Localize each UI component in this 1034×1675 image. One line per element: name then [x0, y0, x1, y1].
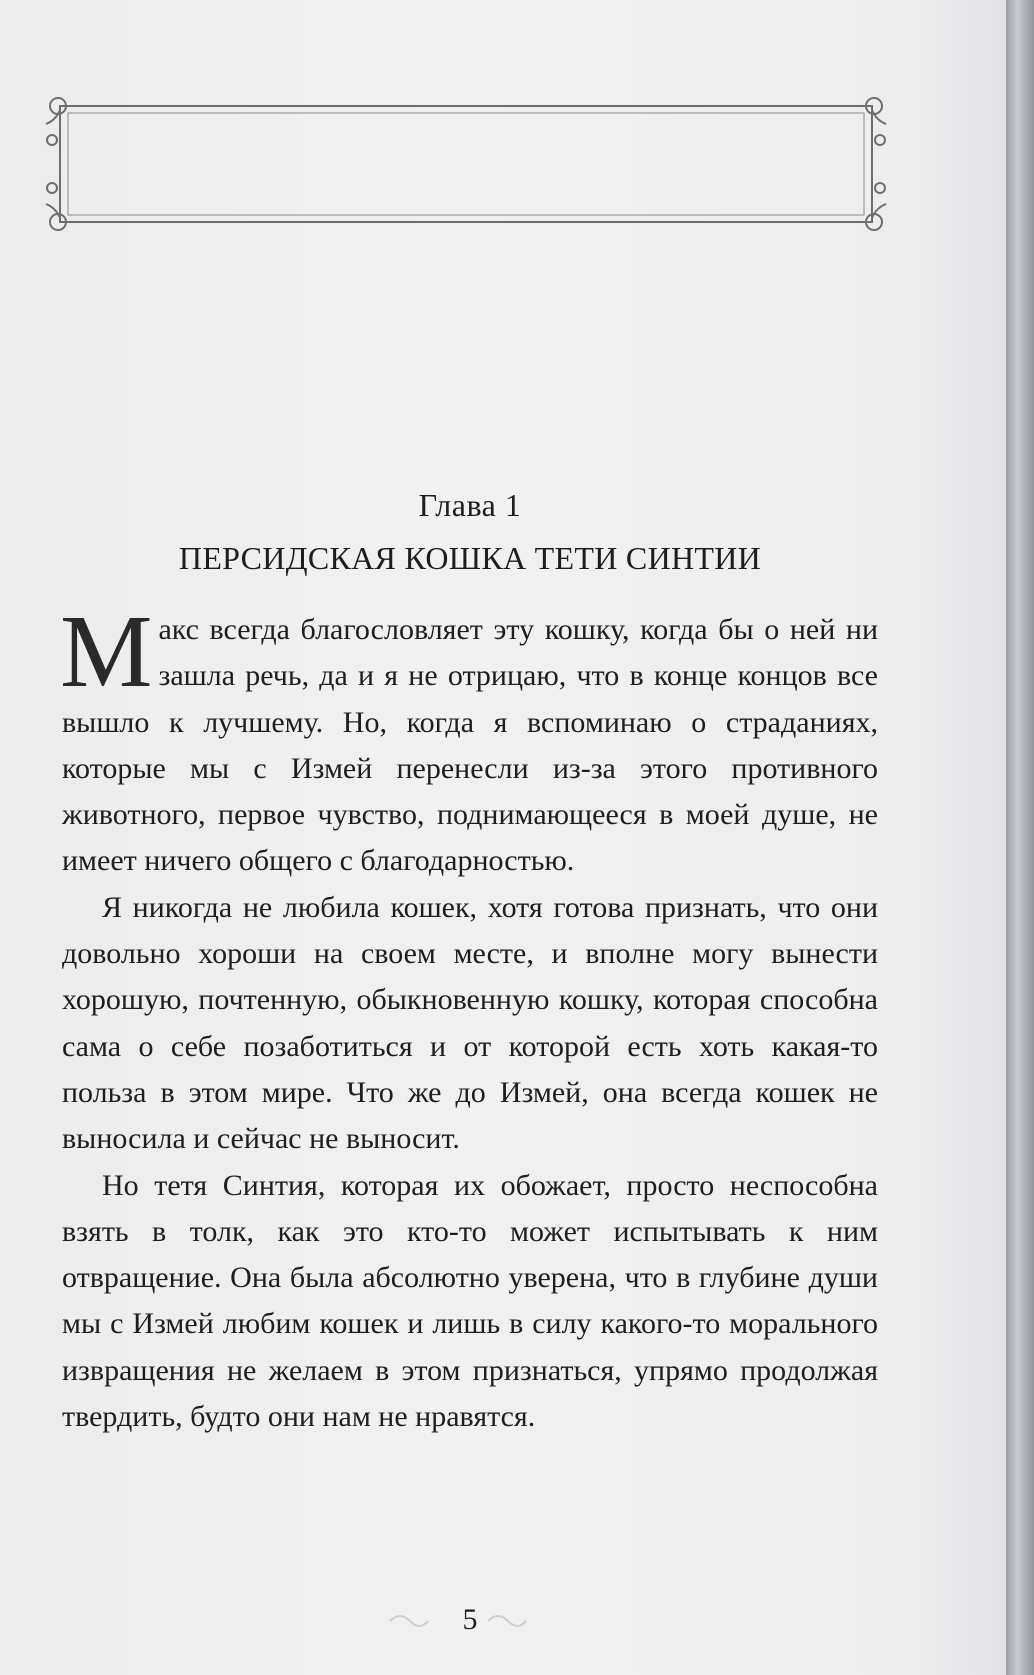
page-edge — [1006, 0, 1034, 1675]
chapter-body — [60, 594, 878, 1440]
chapter-label: Глава 1 — [418, 487, 522, 523]
paragraph-3: Но тетя Синтия, которая их обожает, просто неспособна взять в толк, как это кто-то может испытывать к ним отвращение. Она была абсолютно уверена, что в глубине души мы с Измей любим кошек и лишь в силу какого-то морального извращения не желаем в этом признаться, упрямо продолжая твердить, будто они нам не нравятся. — [62, 1168, 878, 1434]
drop-cap: М — [60, 594, 153, 709]
ornament-frame-icon — [44, 96, 888, 232]
decorative-header-frame — [44, 96, 888, 232]
footer-ornament-right-icon — [486, 1610, 528, 1632]
paragraph-1-text: акс всегда благословляет эту кошку, когда бы о ней ни зашла речь, да и я не отрицаю, что в конце концов все вышло к лучшему. Но, когда я вспоминаю о страданиях, которые мы с Измей перенесли из-за этого противного животного, первое чувство, поднимающееся в моей душе, не имеет ничего общего с благодарностью. — [62, 613, 878, 878]
paragraph-2: Я никогда не любила кошек, хотя готова признать, что они довольно хороши на своем месте, и вполне могу вынести хорошую, почтенную, обыкновенную кошку, которая способна сама о себе позаботиться и от которой есть хоть какая-то польза в этом мире. Что же до Измей, она всегда кошек не выносила и сейчас не выносит. — [62, 890, 878, 1156]
chapter-title: ПЕРСИДСКАЯ КОШКА ТЕТИ СИНТИИ — [178, 540, 762, 576]
paragraph-1 — [60, 594, 878, 885]
page-number: 5 — [462, 1603, 478, 1636]
